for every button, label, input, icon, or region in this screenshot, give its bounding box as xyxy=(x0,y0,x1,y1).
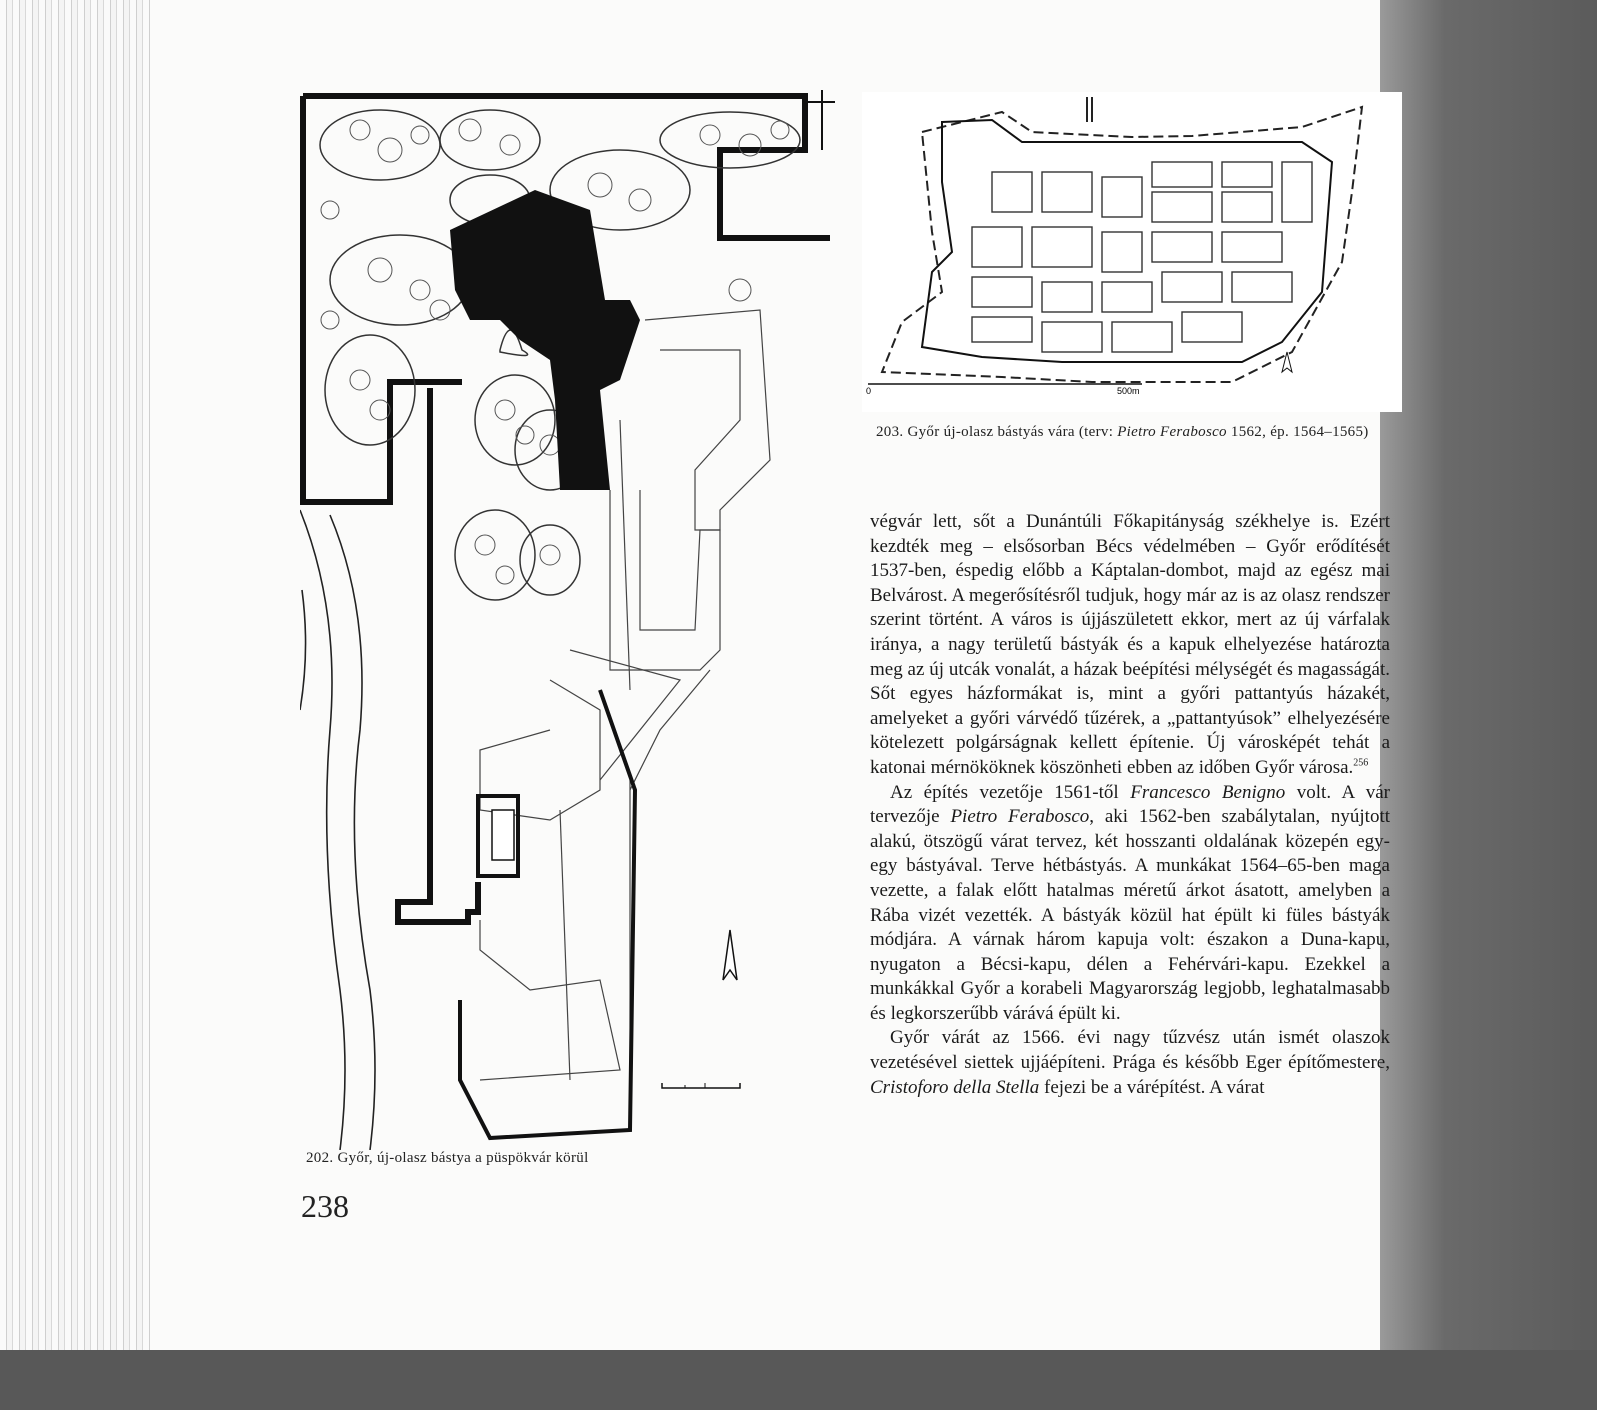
scale-label: 500m xyxy=(1117,386,1140,396)
paragraph-2-text-a: Az építés vezetője 1561-től xyxy=(890,781,1131,803)
name-ferabosco: Pietro Ferabosco xyxy=(950,806,1090,828)
paragraph-3 xyxy=(870,1026,1390,1100)
paragraph-3-text-a: Győr várát az 1566. évi nagy tűzvész után ismét olaszok vezetésével siettek ujjáépíteni. Prága és később Eger építőmestere, xyxy=(870,1027,1390,1074)
paragraph-2 xyxy=(870,781,1390,1027)
figure-203-town-plan xyxy=(862,92,1402,412)
footnote-ref: 256 xyxy=(1353,757,1369,769)
name-della-stella: Cristoforo della Stella xyxy=(870,1076,1040,1098)
name-benigno: Francesco Benigno xyxy=(1130,781,1286,803)
figure-203-caption xyxy=(876,418,1396,447)
page-number: 238 xyxy=(301,1188,349,1224)
paragraph-1-text: végvár lett, sőt a Dunántúli Főkapitányság székhelye is. Ezért kezdték meg – elsősorban Bécs védelmében – Győr erődítését 1537-ben, éspedig előbb a Káptalan-dombot, majd az egész mai Belvárost. A megerősítésről tudjuk, hogy már az is az olasz rendszer szerint történt. A város is újjászületett ekkor, mert az új várfalak iránya, a nagy területű bástyák és a kapuk elhelyezése határozta meg az új utcák vonalát, a házak beépítési mélységét és magasságát. Sőt egyes házformákat is, mint a győri pattantyús házakét, amelyeket a győri várvédő tűzérek, a „pattantyúsok” elhelyezésére kötelezett polgárságnak kellett építenie. Új városképét tehát a katonai mérnököknek köszönheti ebben az időben Győr városa. xyxy=(870,511,1390,778)
paragraph-2-text-b: volt. A vár tervezője xyxy=(870,781,1390,828)
scan-background-right xyxy=(1380,0,1597,1410)
scale-zero: 0 xyxy=(866,386,872,396)
caption-architect: Pietro Ferabosco xyxy=(1117,424,1227,440)
paragraph-3-text-b: fejezi be a várépítést. A várat xyxy=(1039,1076,1265,1098)
body-text xyxy=(870,510,1390,1100)
caption-prefix: 203. Győr új-olasz bástyás vára (terv: xyxy=(876,424,1118,440)
figure-202-caption: 202. Győr, új-olasz bástya a püspökvár körül xyxy=(306,1150,589,1166)
figure-202-plan xyxy=(300,90,850,1150)
scan-background-bottom xyxy=(0,1350,1597,1410)
caption-suffix: 1562, ép. 1564–1565) xyxy=(1226,424,1369,440)
paragraph-1 xyxy=(870,510,1390,781)
paragraph-2-text-c: , aki 1562-ben szabálytalan, nyújtott alakú, ötszögű várat tervez, két hosszanti oldalának közepén egy-egy bástyával. Terve hétbástyás. A munkákat 1564–65-ben maga vezette, a falak előtt hatalmas méretű árkot ásatott, amelyben a Rába vizét vezették. A bástyák közül hat épült ki füles bástyák módjára. A várnak három kapuja volt: északon a Duna-kapu, nyugaton a Bécsi-kapu, délen a Fehérvári-kapu. Ezekkel a munkákkal Győr a korabeli Magyarország legjobb, leghatalmasabb és legkorszerűbb várává épült ki. xyxy=(870,806,1391,1024)
